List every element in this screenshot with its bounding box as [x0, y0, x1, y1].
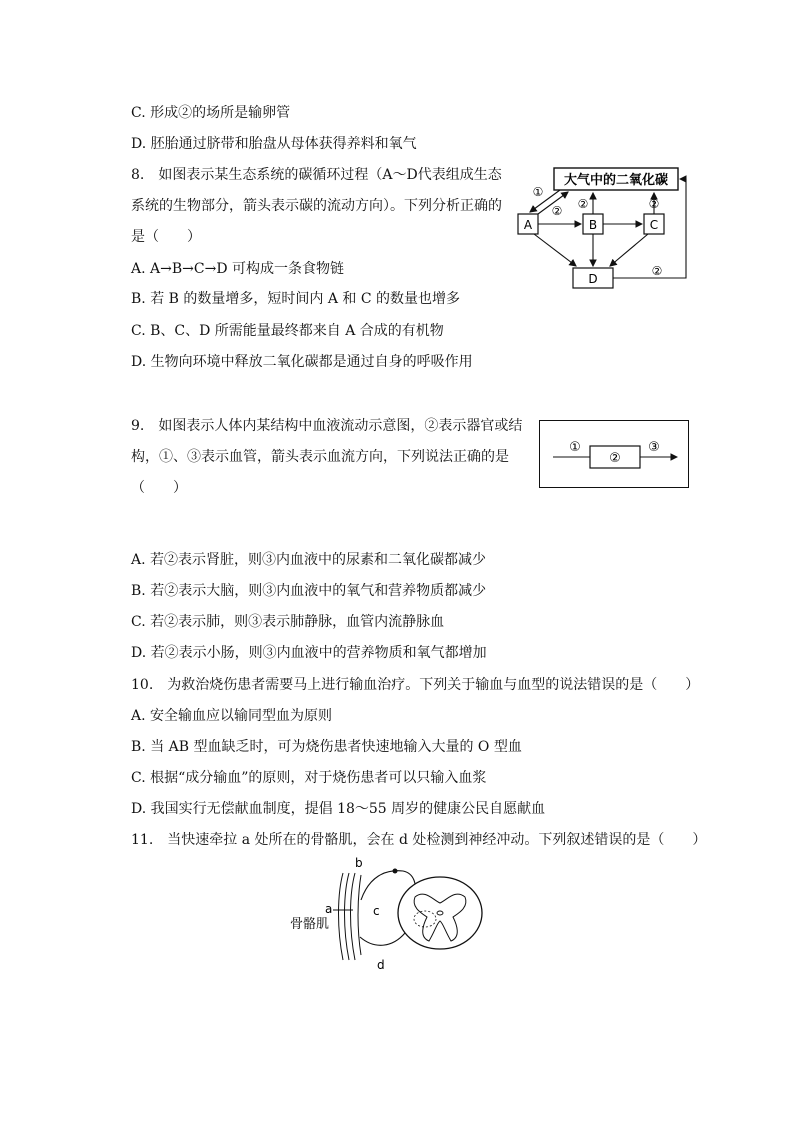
- q10-option-c: C. 根据“成分输血”的原则，对于烧伤患者可以只输入血浆: [131, 770, 487, 786]
- organ-label: ②: [609, 451, 621, 466]
- label-b: b: [355, 856, 363, 870]
- q8-stem-line2: 系统的生物部分，箭头表示碳的流动方向）。下列分析正确的: [131, 198, 502, 214]
- q9-stem-line3: （ ）: [131, 480, 187, 496]
- svg-text:②: ②: [651, 264, 663, 278]
- q9-stem-line2: 构，①、③表示血管，箭头表示血流方向，下列说法正确的是: [131, 449, 509, 465]
- q7-option-d: D. 胚胎通过脐带和胎盘从母体获得养料和氧气: [131, 136, 417, 152]
- q10-option-b: B. 当 AB 型血缺乏时，可为烧伤患者快速地输入大量的 O 型血: [131, 739, 522, 755]
- blood-flow-diagram: [539, 420, 689, 488]
- svg-text:②: ②: [648, 197, 660, 211]
- svg-text:C: C: [649, 218, 659, 232]
- q8-option-d: D. 生物向环境中释放二氧化碳都是通过自身的呼吸作用: [131, 354, 473, 370]
- svg-text:D: D: [588, 272, 598, 286]
- q9-option-c: C. 若②表示肺，则③表示肺静脉，血管内流静脉血: [131, 614, 445, 630]
- svg-text:②: ②: [551, 204, 563, 218]
- ganglion: [393, 869, 398, 874]
- q9-option-a: A. 若②表示肾脏，则③内血液中的尿素和二氧化碳都减少: [131, 552, 487, 568]
- vessel-3-label: ③: [648, 440, 660, 455]
- muscle-fibers: [339, 873, 362, 960]
- q8-stem-line3: 是（ ）: [131, 229, 201, 245]
- q10-option-a: A. 安全输血应以输同型血为原则: [131, 708, 333, 724]
- q8-option-a: A. A→B→C→D 可构成一条食物链: [131, 261, 344, 277]
- arrow-a-to-d: [534, 234, 576, 266]
- label-muscle: 骨骼肌: [290, 917, 330, 932]
- svg-text:①: ①: [532, 185, 544, 199]
- q10-stem: 10. 为救治烧伤患者需要马上进行输血治疗。下列关于输血与血型的说法错误的是（ ）: [131, 677, 700, 693]
- q9-stem-line1: 9. 如图表示人体内某结构中血液流动示意图，②表示器官或结: [131, 418, 523, 434]
- vessel-1-label: ①: [569, 440, 581, 455]
- carbon-cycle-diagram: [510, 160, 700, 290]
- svg-text:②: ②: [577, 197, 589, 211]
- q9-option-b: B. 若②表示大脑，则③内血液中的氧气和营养物质都减少: [131, 583, 487, 599]
- svg-text:B: B: [588, 218, 598, 232]
- svg-text:A: A: [523, 218, 533, 232]
- label-c: c: [373, 904, 380, 918]
- spinal-cord: [398, 877, 482, 949]
- q8-stem-line1: 8. 如图表示某生态系统的碳循环过程（A～D代表组成生态: [131, 167, 502, 183]
- label-a: a: [325, 902, 333, 916]
- q9-option-d: D. 若②表示小肠，则③内血液中的营养物质和氧气都增加: [131, 645, 487, 661]
- reflex-arc-diagram: [285, 855, 495, 975]
- arrow-c-to-d: [610, 234, 648, 266]
- q10-option-d: D. 我国实行无偿献血制度，提倡 18～55 周岁的健康公民自愿献血: [131, 801, 546, 817]
- q8-option-c: C. B、C、D 所需能量最终都来自 A 合成的有机物: [131, 323, 444, 339]
- q7-option-c: C. 形成②的场所是输卵管: [131, 105, 291, 121]
- q8-option-b: B. 若 B 的数量增多，短时间内 A 和 C 的数量也增多: [131, 291, 460, 307]
- label-d: d: [377, 958, 385, 972]
- q11-stem: 11. 当快速牵拉 a 处所在的骨骼肌，会在 d 处检测到神经冲动。下列叙述错误的是（ ）: [131, 832, 707, 848]
- co2-label: 大气中的二氧化碳: [563, 173, 669, 188]
